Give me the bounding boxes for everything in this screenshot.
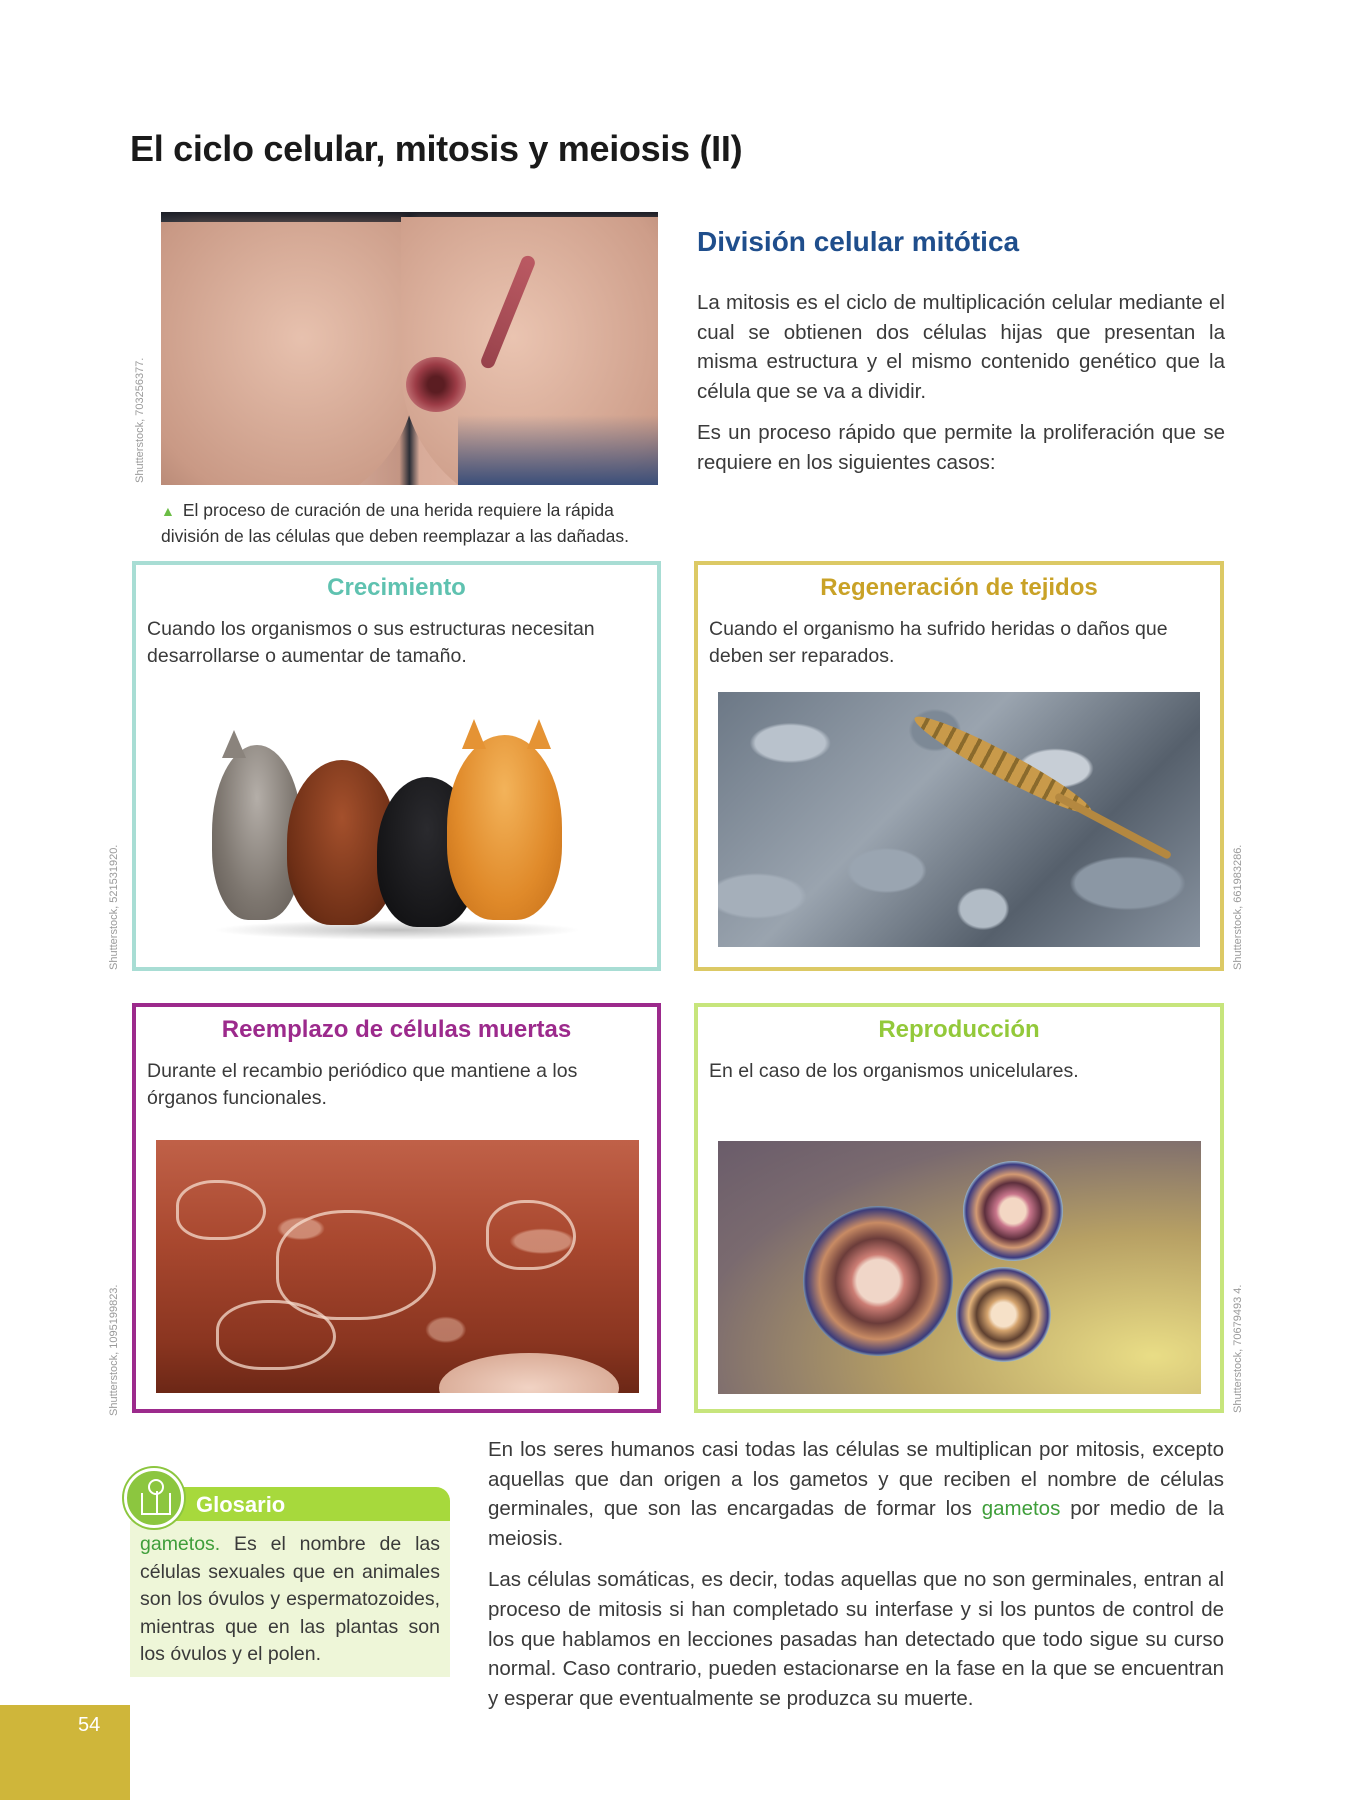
- lower-paragraph-1-start: En los seres humanos casi todas las células se multiplican por mitosis, excepto aquellas que dan origen a los gametos y que reciben el nombre de células germinales, que son las encargadas de formar los: [488, 1438, 1224, 1521]
- glossary-term: gametos.: [140, 1533, 221, 1555]
- page-number-band: [0, 1705, 130, 1800]
- animals-photo: [192, 705, 612, 945]
- card-regeneration: [694, 561, 1224, 971]
- page-title: El ciclo celular, mitosis y meiosis (II): [130, 128, 743, 169]
- wound-caption-text: El proceso de curación de una herida requiere la rápida división de las células que deben reemplazar a las dañadas.: [161, 500, 629, 546]
- triangle-icon: ▲: [161, 503, 175, 519]
- lower-paragraph-1-end: por medio de la meiosis.: [488, 1497, 1224, 1550]
- card-text-growth: Cuando los organismos o sus estructuras necesitan desarrollarse o aumentar de tamaño.: [147, 618, 595, 667]
- pollen-microscope-photo: [718, 1141, 1201, 1394]
- card-growth: [132, 561, 661, 971]
- intro-paragraph-2: Es un proceso rápido que permite la proliferación que se requiere en los siguientes casos:: [697, 421, 1225, 474]
- glossary-definition: Es el nombre de las células sexuales que en animales son los óvulos y espermatozoides, mientras que en las plantas son los óvulos y el polen.: [140, 1533, 440, 1665]
- glossary-book-icon: [124, 1468, 184, 1528]
- lower-paragraph-2: Las células somáticas, es decir, todas aquellas que no son germinales, entran al proceso de mitosis si han completado su interfase y si los puntos de control de los que hablamos en lecciones pasadas han detectado que todo sigue su curso normal. Caso contrario, pueden estacionarse en la fase en la que se encuentran y esperar que eventualmente se produzca su muerte.: [488, 1568, 1224, 1710]
- card-replacement: [132, 1003, 661, 1413]
- section-heading: División celular mitótica: [697, 226, 1020, 257]
- card-text-reproduction: En el caso de los organismos unicelulares.: [709, 1060, 1079, 1082]
- card-title-regeneration: Regeneración de tejidos: [820, 574, 1098, 601]
- card-title-reproduction: Reproducción: [878, 1016, 1040, 1043]
- wound-caption: [161, 498, 661, 549]
- glossary-text: [140, 1531, 440, 1669]
- glossary-title: Glosario: [196, 1492, 286, 1517]
- card-title-replacement: Reemplazo de células muertas: [221, 1016, 572, 1043]
- lizard-photo: [718, 692, 1200, 947]
- photo-credit-lizard: Shutterstock, 661983286.: [1232, 844, 1244, 970]
- gametos-term-link[interactable]: gametos: [981, 1497, 1061, 1521]
- photo-credit-wound: Shutterstock, 703256377.: [134, 357, 146, 483]
- wound-photo: [161, 212, 658, 485]
- peeling-skin-photo: [156, 1140, 639, 1393]
- photo-credit-pollen: Shutterstock, 70679493 4.: [1232, 1284, 1244, 1413]
- card-text-regeneration: Cuando el organismo ha sufrido heridas o daños que deben ser reparados.: [709, 618, 1168, 667]
- card-reproduction: [694, 1003, 1224, 1413]
- page-number: 54: [78, 1714, 101, 1736]
- photo-credit-skin: Shutterstock, 1095199823.: [108, 1284, 120, 1416]
- card-title-growth: Crecimiento: [327, 574, 466, 601]
- intro-text: [697, 288, 1225, 478]
- intro-paragraph-1: La mitosis es el ciclo de multiplicación celular mediante el cual se obtienen dos células hijas que presentan la misma estructura y el mismo contenido genético que la célula que se va a dividir.: [697, 291, 1225, 403]
- lower-paragraph-1: [488, 1435, 1224, 1553]
- photo-credit-animals: Shutterstock, 521531920.: [108, 844, 120, 970]
- card-text-replacement: Durante el recambio periódico que mantiene a los órganos funcionales.: [147, 1060, 578, 1109]
- lower-text: [488, 1435, 1224, 1713]
